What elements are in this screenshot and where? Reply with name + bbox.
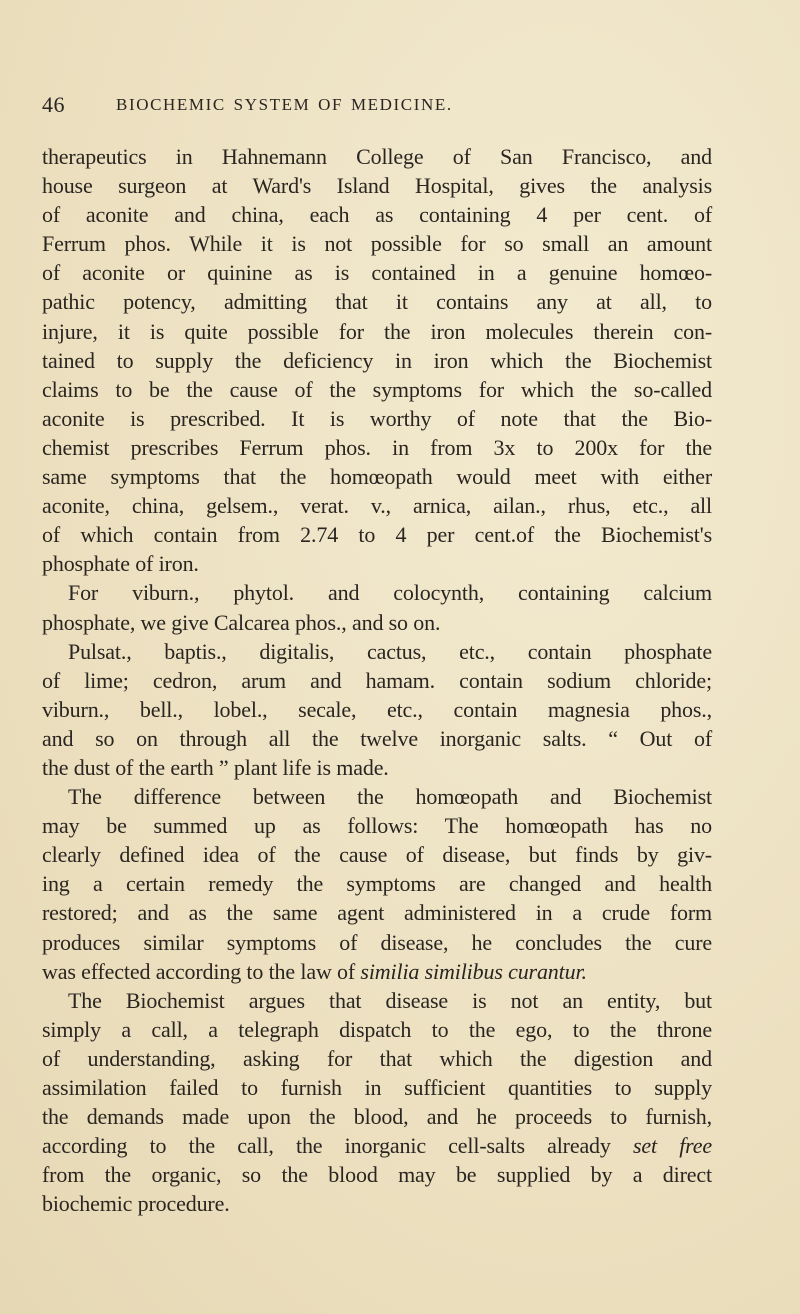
text-line: claims to be the cause of the symptoms for which the so-called: [42, 376, 712, 402]
text-line: of understanding, asking for that which the digestion and: [42, 1045, 712, 1071]
text-line: The Biochemist argues that disease is not an entity, but: [68, 987, 712, 1013]
text-line: pathic potency, admitting that it contains any at all, to: [42, 289, 712, 315]
text-line: restored; and as the same agent administered in a crude form: [42, 900, 712, 926]
text-line: phosphate of iron.: [42, 551, 199, 577]
italic-phrase: set free: [632, 1133, 712, 1159]
text-line: the demands made upon the blood, and he proceeds to furnish,: [42, 1104, 712, 1130]
text-line: therapeutics in Hahnemann College of San Francisco, and: [42, 144, 712, 169]
text-line: biochemic procedure.: [42, 1191, 230, 1217]
text-run: according to the call, the inorganic cell-salts already: [42, 1133, 611, 1159]
text-line: assimilation failed to furnish in sufficient quantities to supply: [42, 1075, 712, 1100]
page-header: [42, 92, 782, 120]
text-line: ing a certain remedy the symptoms are changed and health: [42, 871, 712, 897]
text-line: clearly defined idea of the cause of disease, but finds by giv-: [42, 842, 712, 868]
text-line: The difference between the homœopath and Biochemist: [68, 784, 712, 810]
italic-phrase: similia similibus curantur.: [360, 958, 587, 984]
text-line: tained to supply the deficiency in iron which the Biochemist: [42, 347, 712, 373]
text-line: aconite is prescribed. It is worthy of note that the Bio-: [42, 405, 712, 431]
text-line: of aconite and china, each as containing 4 per cent. of: [42, 202, 712, 228]
text-line: produces similar symptoms of disease, he concludes the cure: [42, 929, 712, 955]
running-title: BIOCHEMIC SYSTEM OF MEDICINE.: [116, 95, 453, 114]
text-line: the dust of the earth ” plant life is made.: [42, 754, 389, 780]
text-line: injure, it is quite possible for the iron molecules therein con-: [42, 318, 712, 344]
text-line: same symptoms that the homœopath would meet with either: [42, 464, 712, 490]
text-line: of which contain from 2.74 to 4 per cent.of the Biochemist's: [42, 522, 712, 548]
text-line: of lime; cedron, arum and hamam. contain sodium chloride;: [42, 667, 712, 693]
text-run: was effected according to the law of: [42, 958, 356, 984]
text-line-mixed: [42, 957, 712, 986]
text-line: For viburn., phytol. and colocynth, containing calcium: [68, 580, 712, 606]
body-text: [42, 142, 712, 1218]
text-line: Pulsat., baptis., digitalis, cactus, etc., contain phosphate: [68, 638, 712, 664]
text-line: chemist prescribes Ferrum phos. in from 3x to 200x for the: [42, 434, 712, 460]
text-line: phosphate, we give Calcarea phos., and so on.: [42, 609, 441, 635]
text-line: may be summed up as follows: The homœopath has no: [42, 813, 712, 839]
text-line: viburn., bell., lobel., secale, etc., contain magnesia phos.,: [42, 696, 712, 722]
text-line-mixed: [42, 1131, 712, 1160]
text-line: Ferrum phos. While it is not possible for so small an amount: [42, 231, 712, 257]
text-line: and so on through all the twelve inorganic salts. “ Out of: [42, 725, 712, 751]
text-line: from the organic, so the blood may be supplied by a direct: [42, 1162, 712, 1188]
text-line: aconite, china, gelsem., verat. v., arnica, ailan., rhus, etc., all: [42, 493, 712, 519]
text-line: house surgeon at Ward's Island Hospital, gives the analysis: [42, 173, 712, 199]
page-number: 46: [42, 92, 65, 117]
text-line: of aconite or quinine as is contained in a genuine homœo-: [42, 260, 712, 286]
text-line: simply a call, a telegraph dispatch to the ego, to the throne: [42, 1016, 712, 1042]
